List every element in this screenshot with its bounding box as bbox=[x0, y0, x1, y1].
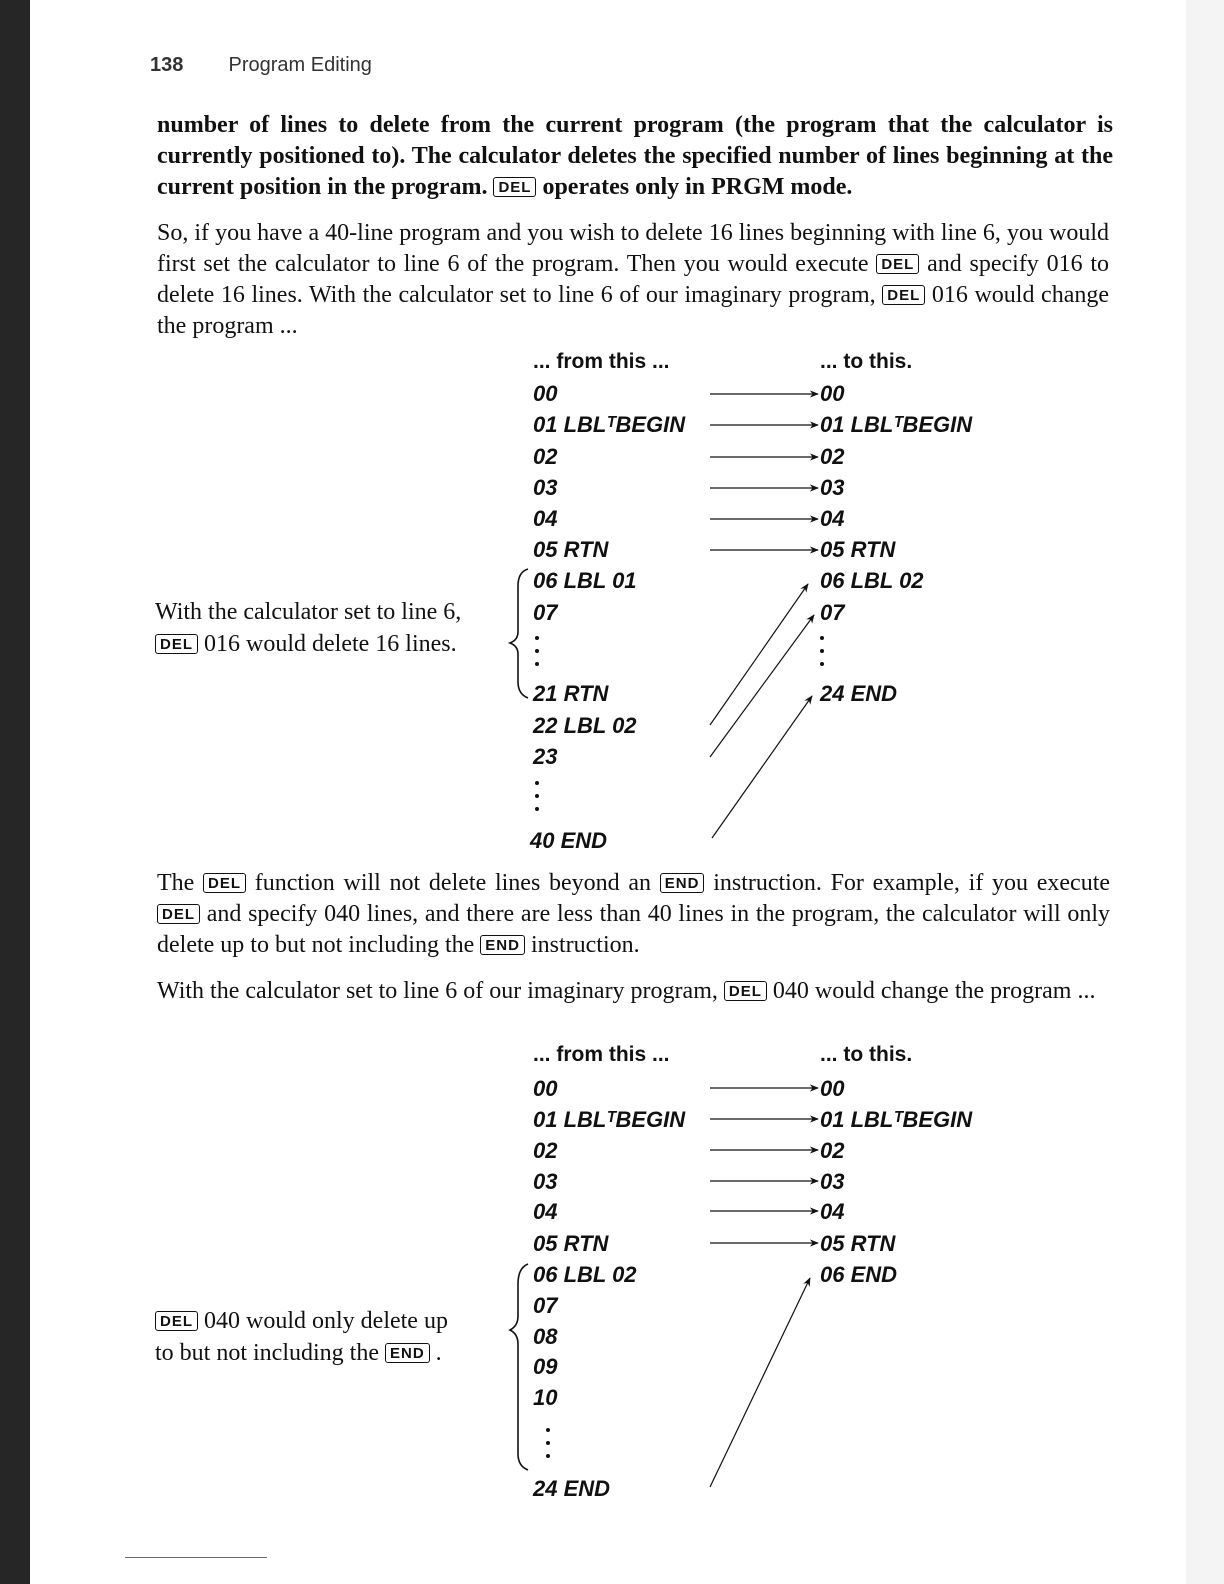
end-key: END bbox=[385, 1343, 430, 1363]
ex2-from-line: 10 bbox=[533, 1385, 558, 1410]
example-2-from-heading: ... from this ... bbox=[533, 1043, 670, 1066]
paragraph-2-text-c: 016 would change the program ... bbox=[157, 282, 1110, 339]
ex2-from-line: 08 bbox=[533, 1324, 558, 1349]
ex1-to-line: 07 bbox=[820, 600, 845, 625]
ex1-to-line: 03 bbox=[820, 475, 845, 500]
ex1-from-line: 07 bbox=[533, 600, 558, 625]
ex1-from-line: 40 END bbox=[530, 828, 608, 853]
ex1-from-line: 22 LBL 02 bbox=[533, 713, 637, 738]
ex2-from-line: 07 bbox=[533, 1293, 558, 1318]
example-2-note: DEL 040 would only delete up to but not including the END . bbox=[155, 1308, 448, 1366]
ex1-from-line: 23 bbox=[533, 744, 558, 769]
del-key: DEL bbox=[493, 177, 536, 197]
ex2-from-line: 24 END bbox=[533, 1476, 611, 1501]
ex1-from-line: 21 RTN bbox=[533, 681, 609, 706]
ex2-from-line: 02 bbox=[533, 1138, 558, 1163]
del-key: DEL bbox=[724, 981, 767, 1001]
ex2-brace bbox=[510, 1264, 528, 1470]
paragraph-4-text-b: 040 would change the program ... bbox=[772, 978, 1096, 1004]
ex1-to-line: 04 bbox=[820, 506, 845, 531]
ex1-diag-arrow bbox=[712, 696, 812, 838]
note-line-b: to but not including the bbox=[155, 1340, 379, 1366]
paragraph-1-text-a: number of lines to delete from the current program (the program that the calculator is currently positioned to). The calculator deletes the specified number of lines beginning at the current position in the program. bbox=[157, 112, 1113, 200]
page-number: 138 bbox=[150, 54, 184, 76]
paragraph-4-text-a: With the calculator set to line 6 of our imaginary program, bbox=[157, 978, 718, 1004]
note-line-b: 016 would delete 16 lines. bbox=[204, 631, 457, 657]
paragraph-3-text-b: function will not delete lines beyond an bbox=[254, 870, 652, 896]
ex1-diag-arrow bbox=[710, 615, 814, 757]
ex2-to-line: 01 LBLᵀBEGIN bbox=[820, 1107, 973, 1132]
ex1-to-line: 24 END bbox=[820, 681, 898, 706]
paragraph-3-text-c: instruction. For example, if you execute bbox=[713, 870, 1111, 896]
paragraph-3-text-a: The bbox=[157, 870, 195, 896]
ex2-from-line: 06 LBL 02 bbox=[533, 1262, 637, 1287]
section-title: Program Editing bbox=[228, 54, 372, 76]
del-key: DEL bbox=[203, 873, 246, 893]
ex2-from-line: 03 bbox=[533, 1169, 558, 1194]
ex2-to-line: 04 bbox=[820, 1199, 845, 1224]
footer-rule bbox=[125, 1557, 267, 1558]
end-key: END bbox=[660, 873, 705, 893]
ex1-from-line: 00 bbox=[533, 381, 558, 406]
paragraph-3-text-e: instruction. bbox=[530, 932, 640, 958]
example-2-to-heading: ... to this. bbox=[820, 1043, 913, 1066]
ex2-to-line: 03 bbox=[820, 1169, 845, 1194]
ex1-from-line: 04 bbox=[533, 506, 558, 531]
del-key: DEL bbox=[155, 1311, 198, 1331]
ex2-to-line: 02 bbox=[820, 1138, 845, 1163]
ex2-from-line: 05 RTN bbox=[533, 1231, 609, 1256]
ex2-from-line: 01 LBLᵀBEGIN bbox=[533, 1107, 686, 1132]
paragraph-3-text-d: and specify 040 lines, and there are less than 40 lines in the program, the calculator will only delete up to but not including the bbox=[157, 901, 1110, 958]
ex2-from-line: 04 bbox=[533, 1199, 558, 1224]
paragraph-2-text-a: So, if you have a 40-line program and you wish to delete 16 lines beginning with line 6, you would first set the calculator to line 6 of the program. Then you would execute bbox=[157, 220, 1109, 277]
ex1-brace bbox=[510, 569, 528, 698]
ex1-diag-arrow bbox=[710, 584, 808, 725]
ex1-to-line: 00 bbox=[820, 381, 845, 406]
del-key: DEL bbox=[155, 634, 198, 654]
ex1-from-line: 05 RTN bbox=[533, 537, 609, 562]
del-key: DEL bbox=[157, 904, 200, 924]
ex2-to-line: 06 END bbox=[820, 1262, 898, 1287]
ex2-from-line: 09 bbox=[533, 1354, 558, 1379]
ex2-diag-arrow bbox=[710, 1278, 810, 1487]
ex1-to-line: 01 LBLᵀBEGIN bbox=[820, 412, 973, 437]
paragraph-2-text-b: and specify 016 to delete 16 lines. With the calculator set to line 6 of our imaginary program, bbox=[157, 251, 1110, 308]
paragraph-1-text-b: operates only in PRGM mode. bbox=[542, 174, 853, 200]
ex1-to-line: 02 bbox=[820, 444, 845, 469]
ex2-from-line: 00 bbox=[533, 1076, 558, 1101]
ex1-from-line: 06 LBL 01 bbox=[533, 568, 637, 593]
del-key: DEL bbox=[882, 285, 925, 305]
ex2-to-line: 05 RTN bbox=[820, 1231, 896, 1256]
example-1-from-heading: ... from this ... bbox=[533, 350, 670, 373]
del-key: DEL bbox=[876, 254, 919, 274]
example-1-to-heading: ... to this. bbox=[820, 350, 913, 373]
ex1-to-line: 05 RTN bbox=[820, 537, 896, 562]
end-key: END bbox=[480, 935, 525, 955]
note-line-a: 040 would only delete up bbox=[204, 1308, 448, 1334]
note-line-a: With the calculator set to line 6, bbox=[155, 599, 462, 625]
ex1-to-line: 06 LBL 02 bbox=[820, 568, 924, 593]
ex1-from-line: 02 bbox=[533, 444, 558, 469]
ex2-to-line: 00 bbox=[820, 1076, 845, 1101]
ex1-from-line: 01 LBLᵀBEGIN bbox=[533, 412, 686, 437]
ex1-from-line: 03 bbox=[533, 475, 558, 500]
